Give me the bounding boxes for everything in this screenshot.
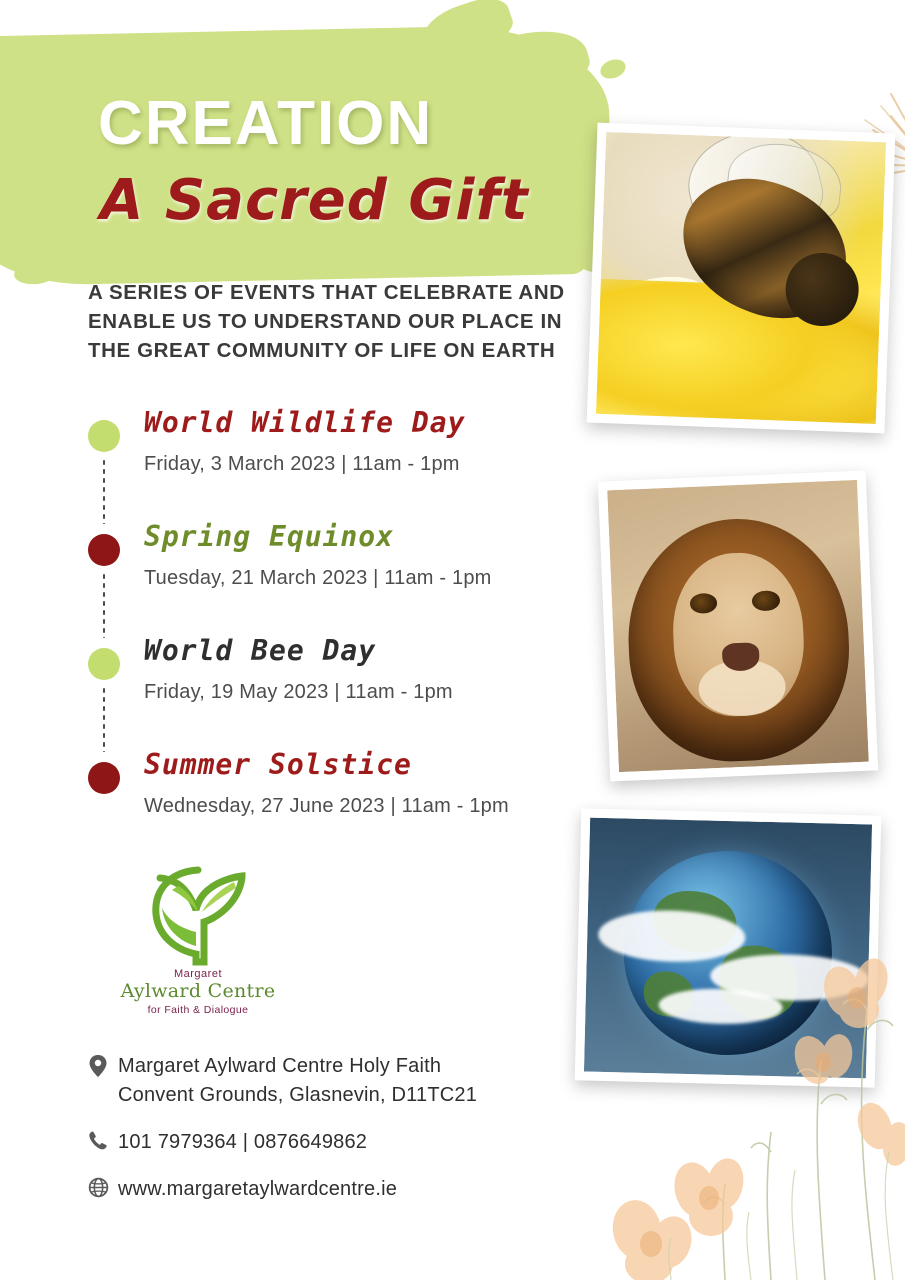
- page-subtitle: A Sacred Gift: [100, 168, 529, 233]
- timeline-dot-icon: [88, 420, 120, 452]
- contact-website-row[interactable]: [88, 1175, 608, 1204]
- list-item[interactable]: [88, 750, 628, 864]
- phone-icon: [88, 1128, 118, 1156]
- contact-address-row: [88, 1052, 608, 1110]
- event-title: Summer Solstice: [144, 748, 412, 781]
- timeline-connector: [102, 458, 106, 524]
- location-pin-icon: [88, 1052, 118, 1083]
- event-title: Spring Equinox: [144, 520, 395, 553]
- logo-leaf-icon: [138, 862, 258, 966]
- list-item[interactable]: [88, 636, 628, 750]
- timeline-dot-icon: [88, 534, 120, 566]
- event-title: World Wildlife Day: [144, 406, 466, 439]
- timeline-dot-icon: [88, 648, 120, 680]
- events-timeline: [88, 408, 628, 864]
- address-line-2: Convent Grounds, Glasnevin, D11TC21: [118, 1084, 478, 1106]
- website-url[interactable]: www.margaretaylwardcentre.ie: [118, 1178, 398, 1200]
- address-line-1: Margaret Aylward Centre Holy Faith: [118, 1055, 442, 1077]
- band-speck: [598, 56, 629, 82]
- tagline-text: A SERIES OF EVENTS THAT CELEBRATE AND ENABLE US TO UNDERSTAND OUR PLACE IN THE GREAT COMMUNITY OF LIFE ON EARTH: [88, 281, 565, 363]
- contact-block: [88, 1052, 608, 1222]
- timeline-dot-icon: [88, 762, 120, 794]
- timeline-connector: [102, 686, 106, 752]
- event-date: Friday, 3 March 2023 | 11am - 1pm: [144, 452, 460, 475]
- timeline-connector: [102, 572, 106, 638]
- organization-logo: [118, 862, 278, 1016]
- event-date: Tuesday, 21 March 2023 | 11am - 1pm: [144, 566, 492, 589]
- photo-lion: [598, 471, 878, 782]
- list-item[interactable]: [88, 522, 628, 636]
- globe-icon: [88, 1175, 118, 1203]
- phone-numbers[interactable]: 101 7979364 | 0876649862: [118, 1131, 368, 1153]
- logo-line-1: Margaret: [173, 968, 223, 980]
- page-title: CREATION: [98, 89, 434, 158]
- photo-bee: [587, 123, 896, 434]
- event-date: Friday, 19 May 2023 | 11am - 1pm: [144, 680, 453, 703]
- event-date: Wednesday, 27 June 2023 | 11am - 1pm: [144, 794, 509, 817]
- event-title: World Bee Day: [144, 634, 377, 667]
- contact-phone-row[interactable]: [88, 1128, 608, 1157]
- logo-line-2: Aylward Centre: [120, 980, 276, 1002]
- list-item[interactable]: [88, 408, 628, 522]
- logo-line-3: for Faith & Dialogue: [147, 1004, 249, 1016]
